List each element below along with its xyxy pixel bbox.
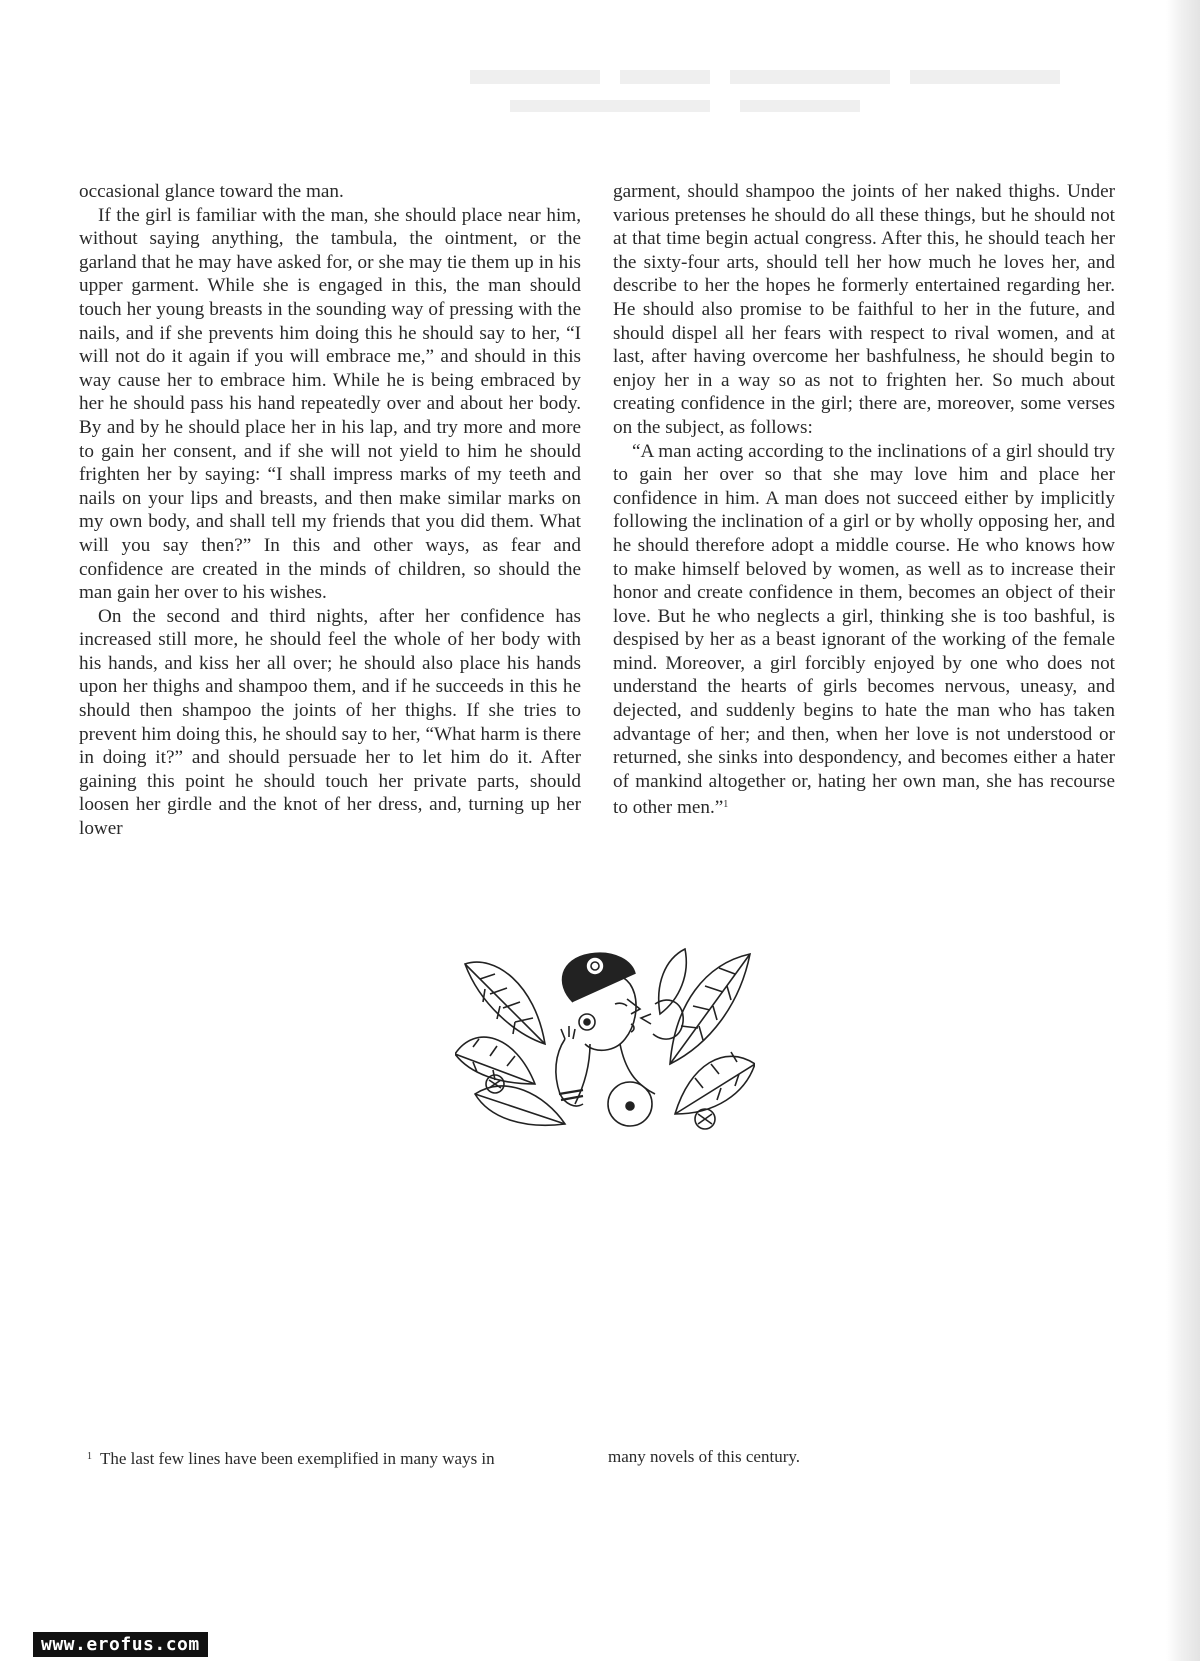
paragraph: If the girl is familiar with the man, she should place near him, without saying anything, the tambula, the ointment, or the garland that he may have asked for, or she may tie them up in his upper garment. While she is engaged in this, the man should touch her young breasts in the sounding way of pressing with the nails, and if she prevents him doing this he should say to her, “I will not do it again if you will embrace me,” and should in this way cause her to embrace him. While he is being embraced by her he should pass his hand repeatedly over and about her body. By and by he should place her in his lap, and try more and more to gain her consent, and if she will not yield to him he should frighten her by saying: “I shall impress marks of my teeth and nails on your lips and breasts, and then make similar marks on my own body, and shall tell my friends that you did them. What will you say then?” In this and other ways, as fear and confidence are created in the minds of children, so should the man gain her over to his wishes. [79,204,581,604]
bleed-through-text [470,62,1070,132]
paragraph: occasional glance toward the man. [79,181,344,202]
site-watermark: www.erofus.com [33,1632,208,1657]
leaf-woman-illustration-icon [455,944,755,1136]
paragraph [613,440,1115,821]
right-text-column [613,180,1115,820]
footnote-reference: 1 [723,799,729,811]
footnote-marker: 1 [87,1451,92,1462]
quoted-verse: “A man acting according to the inclinations of a girl should try to gain her over so that she may love him and place her confidence in him. A man does not succeed either by implicitly following the inclination of a girl or by wholly opposing her, and he should therefore adopt a middle course. He who knows how to make himself beloved by women, as well as to increase their honor and create confidence in them, becomes an object of their love. But he who neglects a girl, thinking she is too bashful, is despised by her as a beast ignorant of the working of the female mind. Moreover, a girl forcibly enjoyed by one who does not understand the hearts of girls becomes nervous, uneasy, and dejected, and suddenly begins to hate the man who has taken advantage of her; and then, when her love is not understood or returned, she sinks into despondency, and becomes either a hater of mankind altogether or, hating her own man, she has recourse to other men.” [613,440,1115,819]
footnote-text: The last few lines have been exemplified in many ways in [100,1449,495,1468]
left-text-column [79,180,581,841]
page-edge-shadow [1166,0,1200,1661]
paragraph: garment, should shampoo the joints of her naked thighs. Under various pretenses he should do all these things, but he should not at that time begin actual congress. After this, he should teach her the sixty-four arts, should tell her how much he loves her, and describe to her the hopes he formerly entertained regarding her. He should also promise to be faithful to her in the future, and should dispel all her fears with respect to rival women, and at last, after having overcome her bashfulness, he should begin to enjoy her in a way so as not to frighten her. So much about creating confidence in the girl; there are, moreover, some verses on the subject, as follows: [613,181,1115,438]
footnote-left [87,1446,495,1470]
footnote-right [608,1446,800,1468]
paragraph: On the second and third nights, after her confidence has increased still more, he should feel the whole of her body with his hands, and kiss her all over; he should also place his hands upon her thighs and shampoo them, and if he succeeds in this he should then shampoo the joints of her thighs. If she tries to prevent him doing this, he should say to her, “What harm is there in doing it?” and should persuade her to let him do it. After gaining this point he should touch her private parts, should loosen her girdle and the knot of her dress, and, turning up her lower [79,605,581,840]
footnote-text-continued: many novels of this century. [608,1447,800,1466]
